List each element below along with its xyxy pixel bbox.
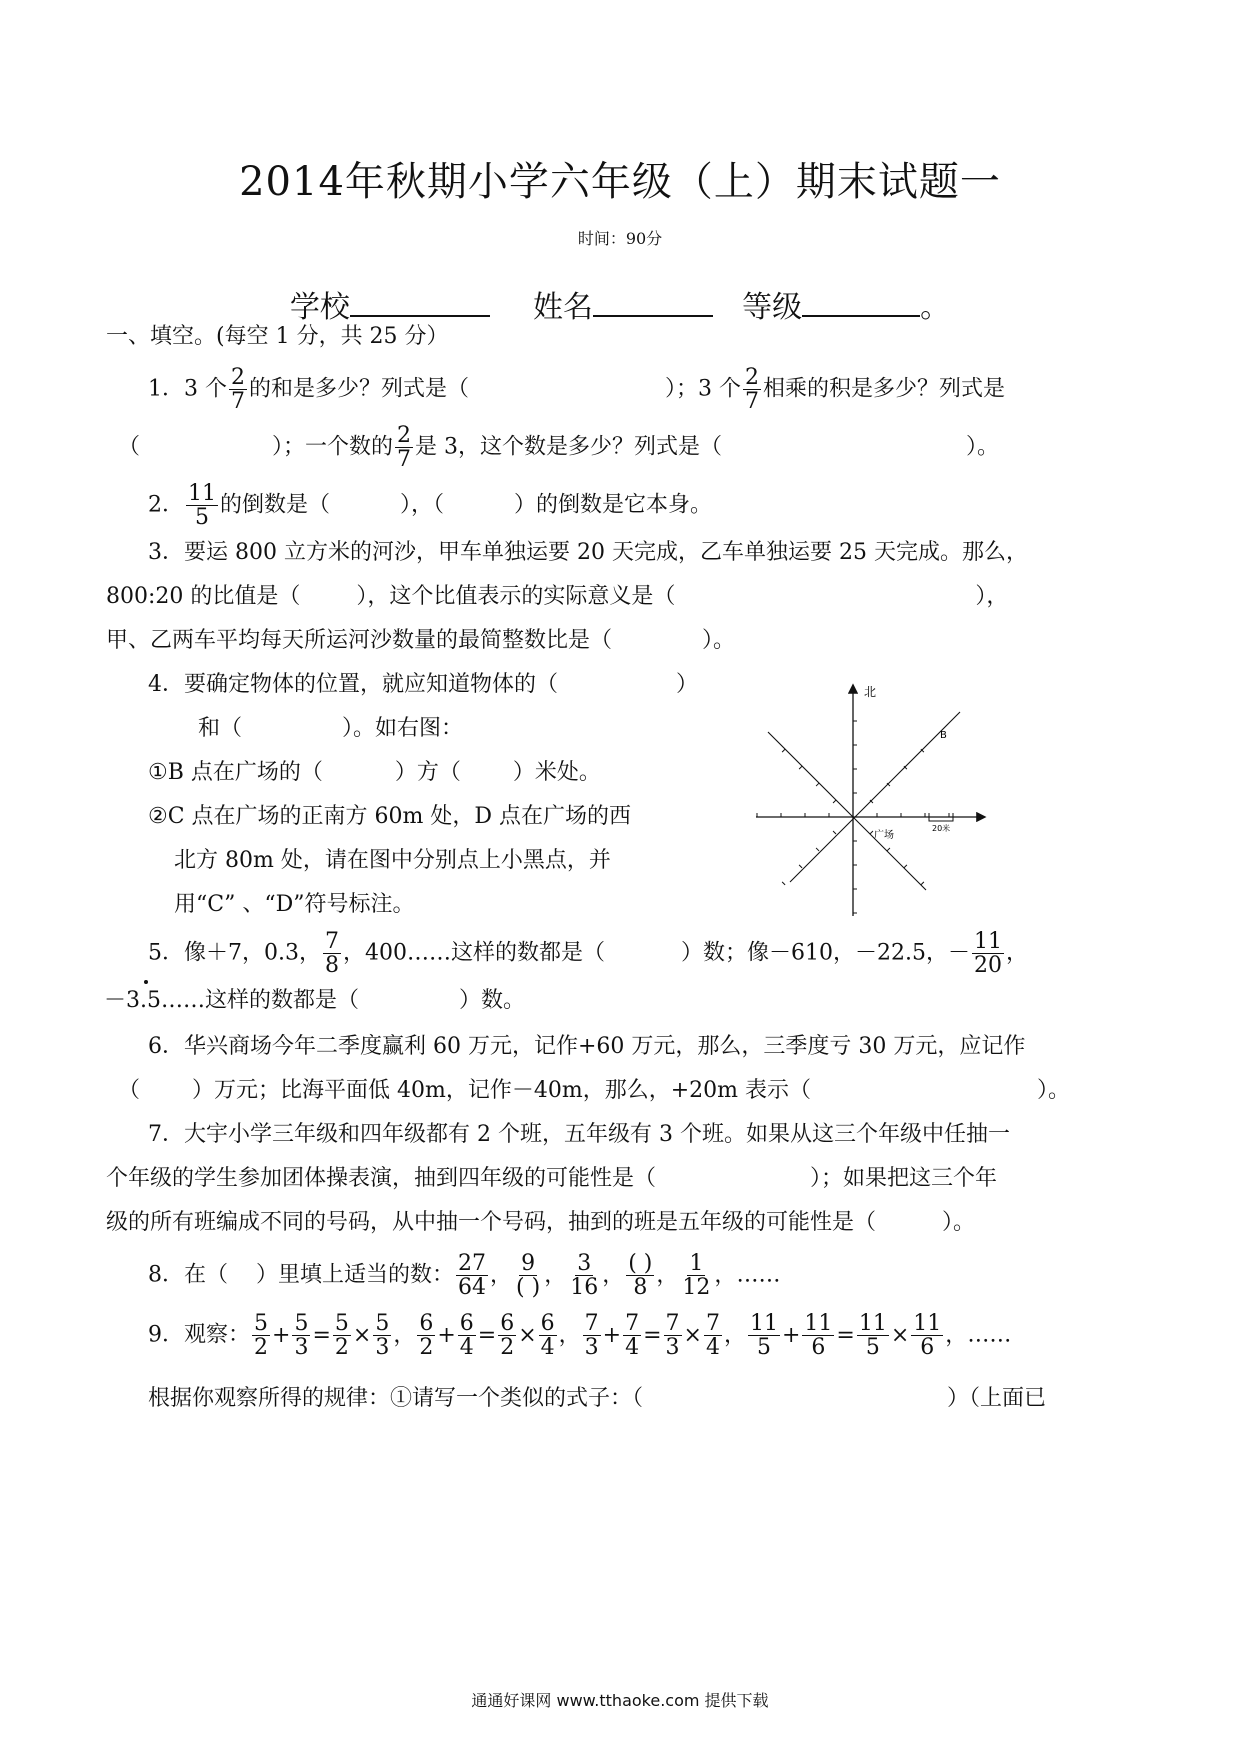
- separator: ，: [393, 1322, 416, 1348]
- separator: ，: [558, 1322, 581, 1348]
- question-3-line-1: 3．要运 800 立方米的河沙，甲车单独运要 20 天完成，乙车单独运要 25 天完成。那么，: [148, 540, 1028, 565]
- tick: [799, 865, 802, 868]
- question-7-line-3: 级的所有班编成不同的号码，从中抽一个号码，抽到的班是五年级的可能性是（ ）。: [106, 1210, 976, 1235]
- tick: [799, 766, 802, 769]
- fraction: $\frac{2}{7}$: [745, 365, 760, 415]
- fraction: $\frac{5}{3}$: [375, 1311, 390, 1361]
- plus-sign: +: [437, 1322, 456, 1348]
- fraction-sequence: [454, 1251, 737, 1301]
- school-label: 学校: [289, 290, 350, 325]
- fraction: $\frac{6}{4}$: [540, 1311, 555, 1361]
- tick: [782, 749, 785, 752]
- tick: [833, 800, 836, 803]
- fraction: $\frac{1}{12}$: [682, 1251, 711, 1301]
- fraction: $\frac{( )}{8}$: [628, 1251, 653, 1301]
- separator: ，: [490, 1262, 513, 1288]
- fraction: $\frac{7}{3}$: [665, 1311, 680, 1361]
- fraction: $\frac{5}{2}$: [334, 1311, 349, 1361]
- tick: [870, 831, 873, 834]
- fraction: $\frac{11}{5}$: [858, 1311, 887, 1361]
- plus-sign: +: [602, 1322, 622, 1348]
- question-2: 2． $\frac{11}{5}$ 的倒数是（ ），（ ）的倒数是它本身。: [148, 481, 713, 531]
- question-4-line-5: 北方 80m 处，请在图中分别点上小黑点，并: [174, 848, 611, 873]
- tick: [816, 783, 819, 786]
- diagonal-ne-sw: [768, 732, 926, 890]
- equals-sign: =: [643, 1322, 662, 1348]
- question-7-line-1: 7．大宇小学三年级和四年级都有 2 个班，五年级有 3 个班。如果从这三个年级中任抽一: [148, 1122, 1010, 1147]
- tick: [921, 882, 924, 885]
- question-3-line-3: 甲、乙两车平均每天所运河沙数量的最简整数比是（ ）。: [106, 628, 736, 653]
- question-4-line-2: 和（ ）。如右图：: [198, 716, 464, 741]
- fraction: $\frac{7}{8}$: [324, 929, 339, 979]
- times-sign: ×: [890, 1322, 910, 1348]
- question-5-line-2: －3.5……这样的数都是（ ）数。: [104, 988, 526, 1013]
- question-6-line-1: 6．华兴商场今年二季度赢利 60 万元，记作+60 万元，那么，三季度亏 30 万元，应记作: [148, 1034, 1026, 1059]
- page-title: 2014年秋期小学六年级（上）期末试题一: [239, 159, 1001, 205]
- diagonal-nw-se: [790, 712, 960, 882]
- name-label: 姓名: [533, 290, 593, 325]
- question-1-line-2: （ ）；一个数的 $\frac{2}{7}$ 是 3，这个数是多少？列式是（ ）。: [118, 423, 1000, 473]
- grade-blank[interactable]: [802, 289, 920, 317]
- tick: [816, 848, 819, 851]
- fraction: $\frac{9}{( )}$: [516, 1251, 541, 1301]
- separator: ，: [723, 1322, 746, 1348]
- tick: [833, 831, 836, 834]
- section-heading: 一、填空。(每空 1 分，共 25 分）: [106, 324, 449, 349]
- fraction: $\frac{11}{5}$: [188, 481, 216, 531]
- separator: ，: [656, 1262, 679, 1288]
- plus-sign: +: [781, 1322, 801, 1348]
- separator: ，: [544, 1262, 567, 1288]
- question-8: 8．在（ ）里填上适当的数： $\frac{27}{64}$ ， $\frac{9}{( )}$ ， $\frac{3}{16}$ ， $\frac{( )}{8}$ ， $\frac{1}{12}$ ，……: [148, 1251, 781, 1301]
- question-4-line-4: ②C 点在广场的正南方 60m 处，D 点在广场的西: [148, 804, 632, 829]
- fraction: $\frac{11}{5}$: [749, 1311, 778, 1361]
- question-9-line-1: 9．观察： $\frac{5}{2}$ + $\frac{5}{3}$ = $\frac{5}{2}$ × $\frac{5}{3}$ ， $\frac{6}{2}$ + $\frac{6}{4}$ = $\frac{6}{2}$ × $\frac{6}{4}$ ， $\frac{7}{3}$ + $\frac{7}{4}$ = $\frac{7}{3}$ × $\frac{7}{4}$ ， $\frac{11}{5}$ + $\frac{11}{6}$ = $\frac{11}{5}$ × $\frac{11}{6}$ ，……: [148, 1311, 1012, 1361]
- tick: [887, 848, 890, 851]
- equals-sign: =: [477, 1322, 497, 1348]
- times-sign: ×: [352, 1322, 372, 1348]
- fraction: $\frac{5}{2}$: [254, 1311, 268, 1361]
- fraction: $\frac{3}{16}$: [570, 1251, 599, 1301]
- fraction: $\frac{11}{20}$: [973, 929, 1002, 979]
- fraction: $\frac{11}{6}$: [804, 1311, 833, 1361]
- footer: 通通好课网 www.tthaoke.com 提供下载: [471, 1691, 769, 1710]
- question-9-line-2: 根据你观察所得的规律：①请写一个类似的式子：（ ）（上面已: [148, 1386, 1047, 1411]
- scale-label: 20米: [932, 824, 951, 833]
- question-5-line-1: 5．像＋7，0.3， $\frac{7}{8}$ ，400……这样的数都是（ ）数；像－610，－22.5，－ $\frac{11}{20}$ ，: [148, 929, 1028, 979]
- fraction: $\frac{7}{4}$: [625, 1311, 640, 1361]
- separator: ，: [602, 1262, 625, 1288]
- student-info-row: [0, 282, 1240, 326]
- end-mark: 。: [920, 290, 951, 325]
- separator: ，: [714, 1262, 737, 1288]
- north-label: 北: [864, 685, 877, 699]
- fraction: $\frac{2}{7}$: [397, 423, 412, 473]
- name-blank[interactable]: [593, 289, 713, 317]
- tick: [782, 882, 785, 885]
- origin-label: 广场: [874, 830, 894, 841]
- times-sign: ×: [683, 1322, 702, 1348]
- equals-sign: =: [312, 1322, 331, 1348]
- question-4-line-3: ①B 点在广场的（ ）方（ ）米处。: [148, 760, 601, 785]
- fraction: $\frac{6}{2}$: [500, 1311, 515, 1361]
- plus-sign: +: [272, 1322, 291, 1348]
- fraction: $\frac{2}{7}$: [231, 365, 245, 415]
- fraction: $\frac{7}{3}$: [584, 1311, 599, 1361]
- separator: ，: [945, 1322, 968, 1348]
- question-1-line-1: 1．3 个 $\frac{2}{7}$ 的和是多少？列式是（ ）；3 个 $\frac{2}{7}$ 相乘的积是多少？列式是: [148, 365, 1006, 415]
- question-4-line-6: 用“C” 、“D”符号标注。: [174, 892, 415, 917]
- question-3-line-2: 800:20 的比值是（ ），这个比值表示的实际意义是（ ），: [106, 584, 1009, 609]
- grade-label: 等级: [742, 290, 803, 325]
- tick: [904, 865, 907, 868]
- fraction: $\frac{5}{3}$: [294, 1311, 309, 1361]
- fraction: $\frac{6}{2}$: [419, 1311, 434, 1361]
- equals-sign: =: [836, 1322, 855, 1348]
- question-4-line-1: 4．要确定物体的位置，就应知道物体的（ ）: [148, 672, 699, 697]
- school-blank[interactable]: [350, 289, 490, 317]
- question-7-line-2: 个年级的学生参加团体操表演，抽到四年级的可能性是（ ）；如果把这三个年: [106, 1166, 998, 1191]
- fraction: $\frac{11}{6}$: [913, 1311, 942, 1361]
- fraction: $\frac{27}{64}$: [458, 1251, 487, 1301]
- fraction: $\frac{7}{4}$: [705, 1311, 720, 1361]
- repeating-decimal-dot: [144, 980, 148, 984]
- times-sign: ×: [518, 1322, 537, 1348]
- fraction: $\frac{6}{4}$: [459, 1311, 474, 1361]
- exam-time: 时间：90分: [577, 229, 663, 248]
- point-b-label: B: [940, 730, 947, 741]
- position-diagram: [740, 676, 1000, 922]
- question-6-line-2: （ ）万元；比海平面低 40m，记作－40m，那么，+20m 表示（ ）。: [118, 1078, 1071, 1103]
